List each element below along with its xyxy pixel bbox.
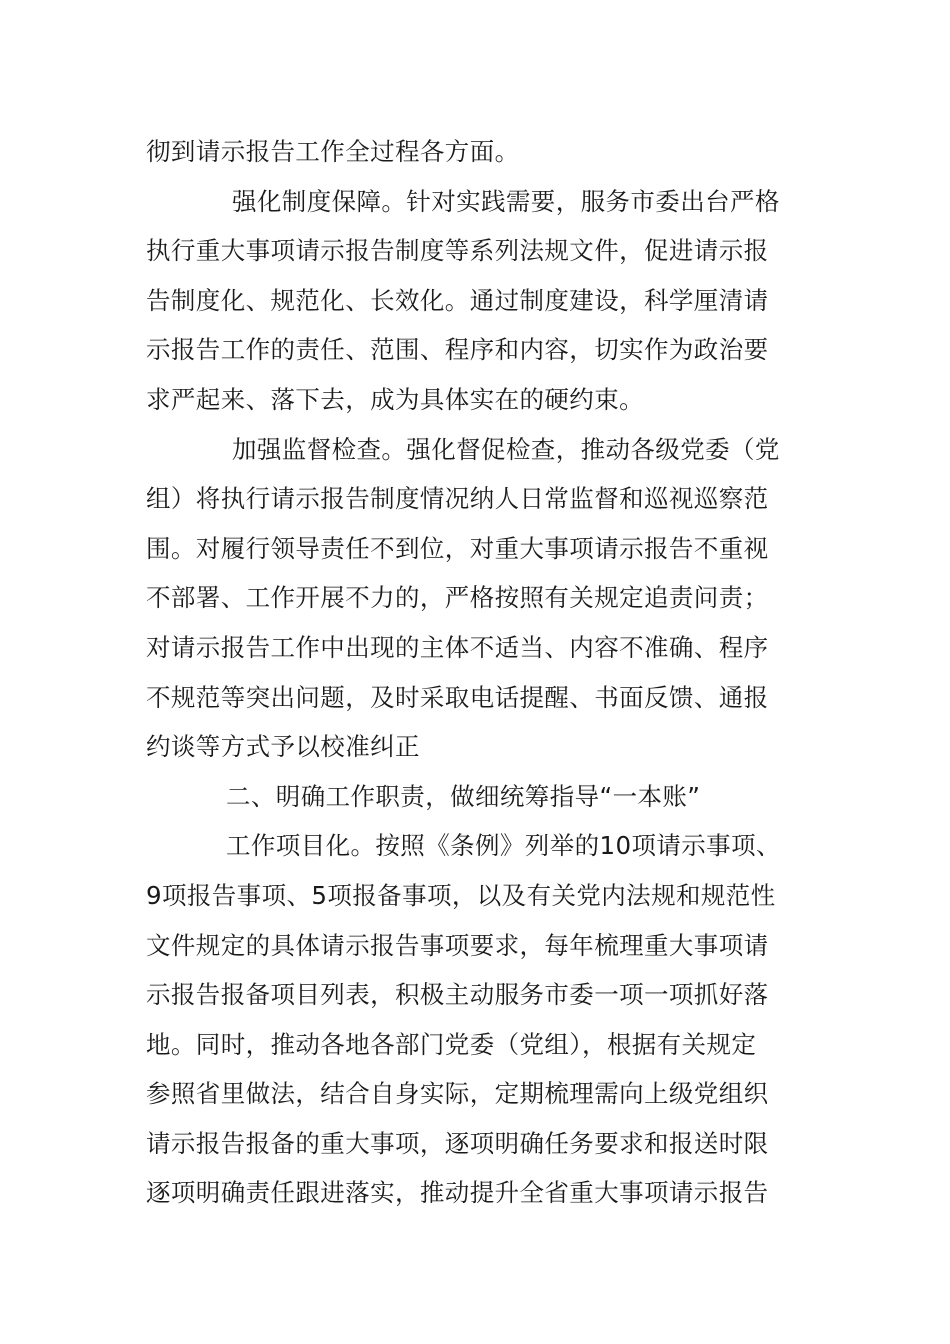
text-line: 地。同时，推动各地各部门党委（党组），根据有关规定 [146, 1029, 757, 1059]
text-line: 执行重大事项请示报告制度等系列法规文件，促进请示报 [146, 236, 769, 266]
text-line: 请示报告报备的重大事项，逐项明确任务要求和报送时限 [146, 1128, 769, 1158]
text-line: 示报告工作的责任、范围、程序和内容，切实作为政治要 [146, 335, 769, 365]
text-line: 求严起来、落下去，成为具体实在的硬约束。 [146, 384, 644, 414]
section-heading: 二、明确工作职责，做细统筹指导“一本账” [226, 781, 701, 811]
text-line: 对请示报告工作中出现的主体不适当、内容不准确、程序 [146, 632, 769, 662]
text-line: 文件规定的具体请示报告事项要求，每年梳理重大事项请 [146, 930, 769, 960]
paragraph-start-line: 强化制度保障。针对实践需要，服务市委出台严格 [232, 186, 780, 216]
text-line: 组）将执行请示报告制度情况纳人日常监督和巡视巡察范 [146, 484, 769, 514]
text-line: 不部署、工作开展不力的，严格按照有关规定追责问责； [146, 583, 769, 613]
paragraph-start-line: 加强监督检查。强化督促检查，推动各级党委（党 [232, 434, 780, 464]
paragraph-start-line: 工作项目化。按照《条例》列举的10项请示事项、 [226, 831, 781, 861]
text-line: 9项报告事项、5项报备事项，以及有关党内法规和规范性 [146, 880, 776, 910]
text-line: 约谈等方式予以校准纠正 [146, 732, 420, 762]
text-line: 示报告报备项目列表，积极主动服务市委一项一项抓好落 [146, 980, 769, 1010]
text-line: 参照省里做法，结合自身实际，定期梳理需向上级党组织 [146, 1079, 769, 1109]
text-line: 彻到请示报告工作全过程各方面。 [146, 137, 520, 166]
text-line: 围。对履行领导责任不到位，对重大事项请示报告不重视 [146, 533, 769, 563]
text-line: 告制度化、规范化、长效化。通过制度建设，科学厘清请 [146, 285, 769, 315]
body-text [146, 127, 808, 1218]
text-line: 不规范等突出问题，及时采取电话提醒、书面反馈、通报 [146, 682, 769, 712]
text-line: 逐项明确责任跟进落实，推动提升全省重大事项请示报告 [146, 1178, 769, 1208]
